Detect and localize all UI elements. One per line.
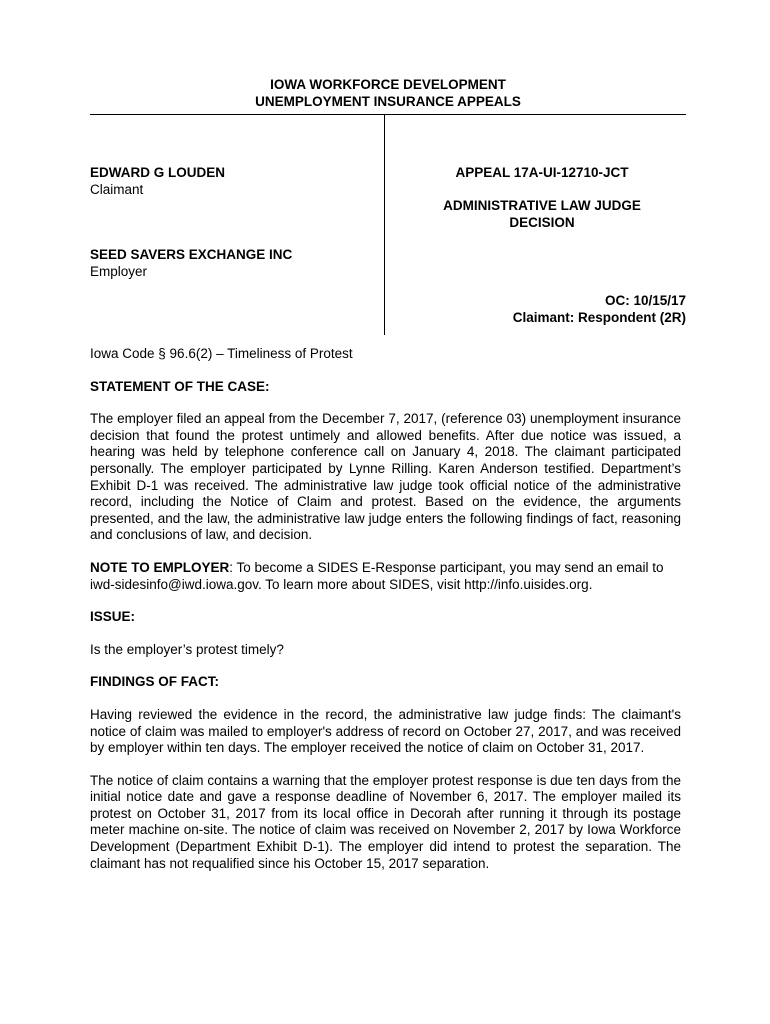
statement-paragraph: The employer filed an appeal from the December 7, 2017, (reference 03) unemployment insurance decision that found the protest untimely and allowed benefits. After due notice was issued, a hearing was held by telephone conference call on January 4, 2018. The claimant participated personally. The employer participated by Lynne Rilling. Karen Anderson testified. Department’s Exhibit D-1 was received. The administrative law judge took official notice of the administrative record, including the Notice of Claim and protest. Based on the evidence, the arguments presented, and the law, the administrative law judge enters the following findings of fact, reasoning and conclusions of law, and decision. [90, 411, 681, 543]
statement-heading: STATEMENT OF THE CASE: [90, 378, 270, 394]
issue-heading: ISSUE: [90, 609, 136, 625]
note-label: NOTE TO EMPLOYER [90, 559, 230, 575]
decision-title [398, 197, 686, 231]
note-text: : To become a SIDES E-Response participant, you may send an email to iwd-sidesinfo@iwd.iowa.gov. To learn more about SIDES, visit http://info.uisides.org. [90, 559, 664, 592]
caption-divider [384, 114, 385, 335]
note-to-employer [90, 560, 681, 593]
employer-block [90, 246, 370, 280]
agency-header [90, 76, 686, 110]
appeal-number: APPEAL 17A-UI-12710-JCT [455, 165, 629, 180]
findings-heading: FINDINGS OF FACT: [90, 674, 219, 690]
claimant-role: Claimant [90, 182, 144, 197]
decision-body [90, 346, 681, 888]
claim-dates [398, 292, 686, 326]
claimant-status: Claimant: Respondent (2R) [512, 310, 686, 325]
original-claim-date: OC: 10/15/17 [604, 293, 686, 308]
findings-paragraph-1: Having reviewed the evidence in the record, the administrative law judge finds: The claimant's notice of claim was mailed to employer's address of record on October 27, 2017, and was received by employer within ten days. The employer received the notice of claim on October 31, 2017. [90, 706, 681, 756]
employer-role: Employer [90, 264, 148, 279]
employer-name: SEED SAVERS EXCHANGE INC [90, 247, 293, 262]
caption-case-info [398, 164, 686, 325]
claimant-block [90, 164, 370, 198]
findings-paragraph-2: The notice of claim contains a warning that the employer protest response is due ten days from the initial notice date and gave a response deadline of November 6, 2017. The employer mailed its protest on October 31, 2017 from its local office in Decorah after running it through its postage meter machine on-site. The notice of claim was received on November 2, 2017 by Iowa Workforce Development (Department Exhibit D-1). The employer did intend to protest the separation. The claimant has not requalified since his October 15, 2017 separation. [90, 772, 681, 871]
claimant-name: EDWARD G LOUDEN [90, 165, 225, 180]
caption-top-rule [90, 114, 686, 115]
decision-title-line2: DECISION [509, 215, 575, 230]
division-name: UNEMPLOYMENT INSURANCE APPEALS [255, 94, 521, 109]
caption-parties [90, 164, 370, 279]
issue-paragraph: Is the employer’s protest timely? [90, 641, 284, 657]
decision-title-line1: ADMINISTRATIVE LAW JUDGE [443, 198, 641, 213]
agency-name: IOWA WORKFORCE DEVELOPMENT [270, 77, 506, 92]
code-reference: Iowa Code § 96.6(2) – Timeliness of Protest [90, 346, 353, 361]
